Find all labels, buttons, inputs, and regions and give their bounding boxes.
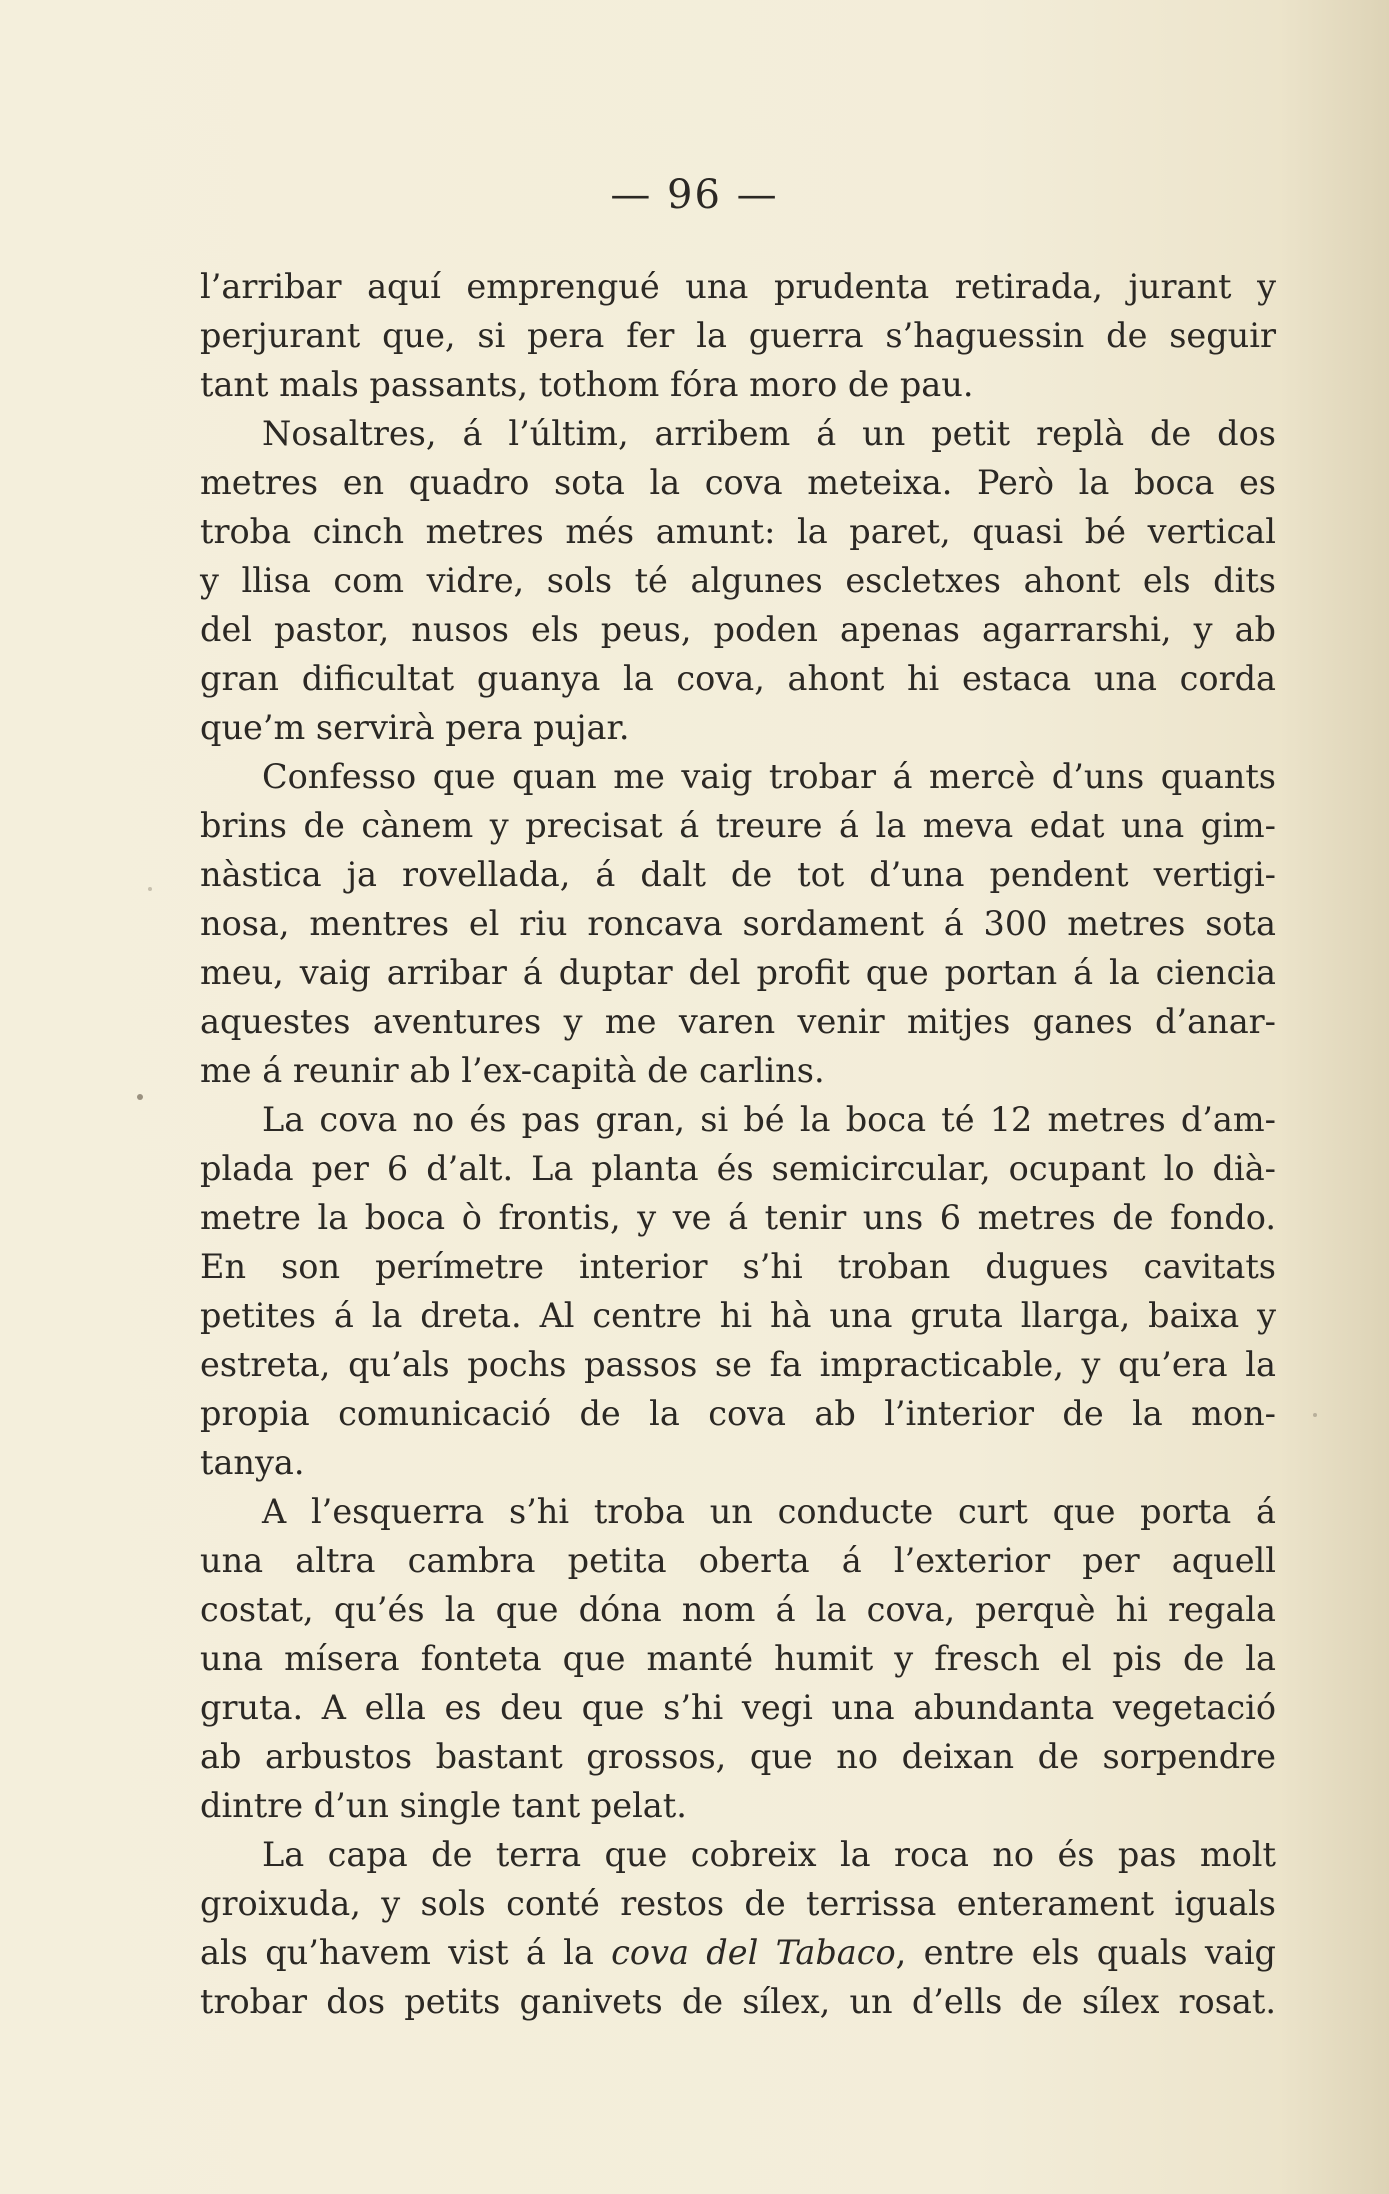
text-line: Nosaltres, á l’últim, arribem á un petit replà de dos	[262, 414, 1276, 453]
text-line: A l’esquerra s’hi troba un conducte curt que porta á	[262, 1492, 1276, 1531]
italic-title: cova del Tabaco	[611, 1933, 896, 1972]
text-line: propia comunicació de la cova ab l’interior de la mon-	[200, 1394, 1276, 1433]
text-line: brins de cànem y precisat á treure á la meva edat una gim-	[200, 806, 1276, 845]
text-line: l’arribar aquí emprengué una prudenta retirada, jurant y	[200, 267, 1276, 306]
text-line: plada per 6 d’alt. La planta és semicircular, ocupant lo dià-	[200, 1149, 1276, 1188]
margin-speck	[1313, 1413, 1317, 1417]
text-line: petites á la dreta. Al centre hi hà una gruta llarga, baixa y	[200, 1296, 1276, 1335]
text-line: del pastor, nusos els peus, poden apenas agarrarshi, y ab	[200, 610, 1276, 649]
margin-speck	[148, 887, 152, 891]
text-line: troba cinch metres més amunt: la paret, quasi bé vertical	[200, 512, 1276, 551]
text-line: perjurant que, si pera fer la guerra s’haguessin de seguir	[200, 316, 1276, 355]
text-line: me á reunir ab l’ex-capità de carlins.	[200, 1051, 825, 1090]
text-line: dintre d’un single tant pelat.	[200, 1786, 687, 1825]
text-line: La cova no és pas gran, si bé la boca té 12 metres d’am-	[262, 1100, 1276, 1139]
text-line: costat, qu’és la que dóna nom á la cova, perquè hi regala	[200, 1590, 1276, 1629]
body-text	[200, 262, 1276, 2026]
text-line: tant mals passants, tothom fóra moro de pau.	[200, 365, 974, 404]
text-line: tanya.	[200, 1443, 305, 1482]
text-line: aquestes aventures y me varen venir mitjes ganes d’anar-	[200, 1002, 1276, 1041]
text-line: ab arbustos bastant grossos, que no deixan de sorpendre	[200, 1737, 1276, 1776]
text-line: y llisa com vidre, sols té algunes escletxes ahont els dits	[200, 561, 1276, 600]
text-line: nàstica ja rovellada, á dalt de tot d’una pendent vertigi-	[200, 855, 1276, 894]
text-line: estreta, qu’als pochs passos se fa impracticable, y qu’era la	[200, 1345, 1276, 1384]
text-line: metre la boca ò frontis, y ve á tenir uns 6 metres de fondo.	[200, 1198, 1276, 1237]
text-line: als qu’havem vist á la cova del Tabaco, entre els quals vaig	[200, 1933, 1276, 1972]
text-line: trobar dos petits ganivets de sílex, un d’ells de sílex rosat.	[200, 1982, 1276, 2021]
text-line: metres en quadro sota la cova meteixa. Però la boca es	[200, 463, 1276, 502]
text-line: gran dificultat guanya la cova, ahont hi estaca una corda	[200, 659, 1276, 698]
text-line: meu, vaig arribar á duptar del profit que portan á la ciencia	[200, 953, 1276, 992]
text-line: Confesso que quan me vaig trobar á mercè d’uns quants	[262, 757, 1276, 796]
text-line: La capa de terra que cobreix la roca no és pas molt	[262, 1835, 1276, 1874]
text-line: una altra cambra petita oberta á l’exterior per aquell	[200, 1541, 1276, 1580]
margin-speck	[137, 1094, 143, 1100]
text-line: que’m servirà pera pujar.	[200, 708, 630, 747]
text-line: gruta. A ella es deu que s’hi vegi una abundanta vegetació	[200, 1688, 1276, 1727]
text-line: En son perímetre interior s’hi troban dugues cavitats	[200, 1247, 1276, 1286]
text-line: nosa, mentres el riu roncava sordament á 300 metres sota	[200, 904, 1276, 943]
text-line: una mísera fonteta que manté humit y fresch el pis de la	[200, 1639, 1276, 1678]
page-number: — 96 —	[610, 172, 779, 218]
text-line: groixuda, y sols conté restos de terrissa enterament iguals	[200, 1884, 1276, 1923]
